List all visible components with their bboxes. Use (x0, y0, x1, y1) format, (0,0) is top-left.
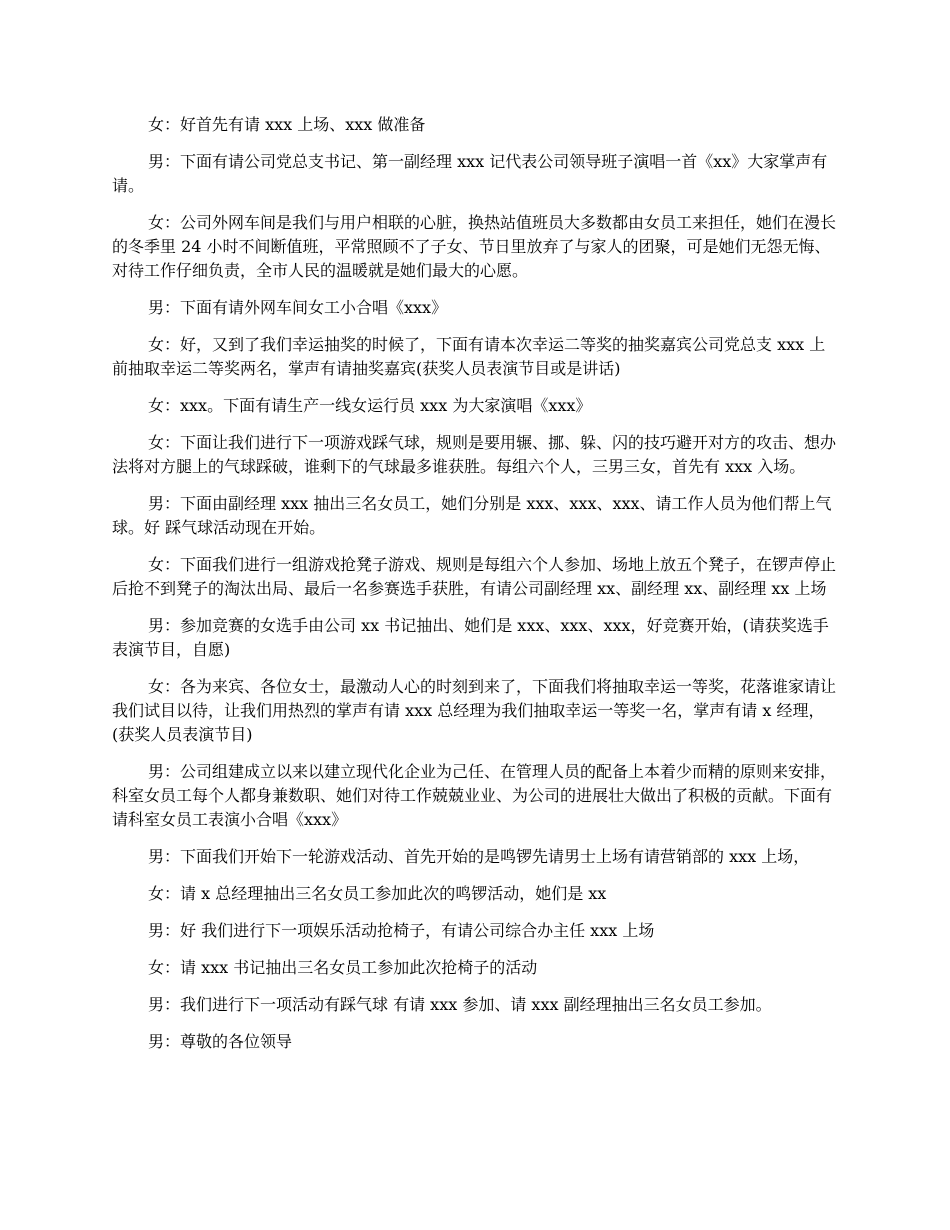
script-line-8: 男：下面由副经理 xxx 抽出三名女员工，她们分别是 xxx、xxx、xxx、请工作人员为他们帮上气球。好 踩气球活动现在开始。 (112, 494, 832, 537)
script-line-7: 女：下面让我们进行下一项游戏踩气球，规则是要用辗、挪、躲、闪的技巧避开对方的攻击、想办法将对方腿上的气球踩破，谁剩下的气球最多谁获胜。每组六个人，三男三女，首先有 xxx 入场。 (112, 433, 837, 476)
script-line-11: 女：各为来宾、各位女士，最激动人心的时刻到来了，下面我们将抽取幸运一等奖，花落谁家请让我们试目以待，让我们用热烈的掌声有请 xxx 总经理为我们抽取幸运一等奖一名，掌声有请 x 经理，(获奖人员表演节目) (112, 677, 837, 744)
script-line-15: 男：好 我们进行下一项娱乐活动抢椅子，有请公司综合办主任 xxx 上场 (148, 921, 655, 940)
script-line-9: 女：下面我们进行一组游戏抢凳子游戏、规则是每组六个人参加、场地上放五个凳子，在锣声停止后抢不到凳子的淘汰出局、最后一名参赛选手获胜，有请公司副经理 xx、副经理 xx、副经理 xx 上场 (112, 555, 837, 598)
script-line-10: 男：参加竞赛的女选手由公司 xx 书记抽出、她们是 xxx、xxx、xxx，好竞赛开始，(请获奖选手表演节目，自愿) (112, 616, 829, 659)
script-line-13: 男：下面我们开始下一轮游戏活动、首先开始的是鸣锣先请男士上场有请营销部的 xxx 上场， (148, 847, 810, 866)
script-line-2: 男：下面有请公司党总支书记、第一副经理 xxx 记代表公司领导班子演唱一首《xx》大家掌声有请。 (112, 152, 828, 195)
script-line-12: 男：公司组建成立以来以建立现代化企业为己任、在管理人员的配备上本着少而精的原则来安排，科室女员工每个人都身兼数职、她们对待工作兢兢业业、为公司的进展壮大做出了积极的贡献。下面有请科室女员工表演小合唱《xxx》 (112, 762, 837, 829)
script-line-1: 女：好首先有请 xxx 上场、xxx 做准备 (148, 115, 426, 134)
script-line-5: 女：好，又到了我们幸运抽奖的时候了，下面有请本次幸运二等奖的抽奖嘉宾公司党总支 xxx 上前抽取幸运二等奖两名，掌声有请抽奖嘉宾(获奖人员表演节目或是讲话) (112, 335, 826, 378)
document-body (112, 113, 840, 1067)
script-line-4: 男：下面有请外网车间女工小合唱《xxx》 (148, 298, 448, 317)
script-line-17: 男：我们进行下一项活动有踩气球 有请 xxx 参加、请 xxx 副经理抽出三名女员工参加。 (148, 995, 772, 1014)
script-line-6: 女：xxx。下面有请生产一线女运行员 xxx 为大家演唱《xxx》 (148, 396, 592, 415)
script-line-3: 女：公司外网车间是我们与用户相联的心脏，换热站值班员大多数都由女员工来担任，她们在漫长的冬季里 24 小时不间断值班，平常照顾不了子女、节日里放弃了与家人的团聚，可是她们无怨无悔、对待工作仔细负责，全市人民的温暖就是她们最大的心愿。 (112, 213, 837, 280)
script-line-14: 女：请 x 总经理抽出三名女员工参加此次的鸣锣活动，她们是 xx (148, 884, 607, 903)
script-line-18: 男：尊敬的各位领导 (148, 1032, 293, 1051)
script-line-16: 女：请 xxx 书记抽出三名女员工参加此次抢椅子的活动 (148, 958, 538, 977)
